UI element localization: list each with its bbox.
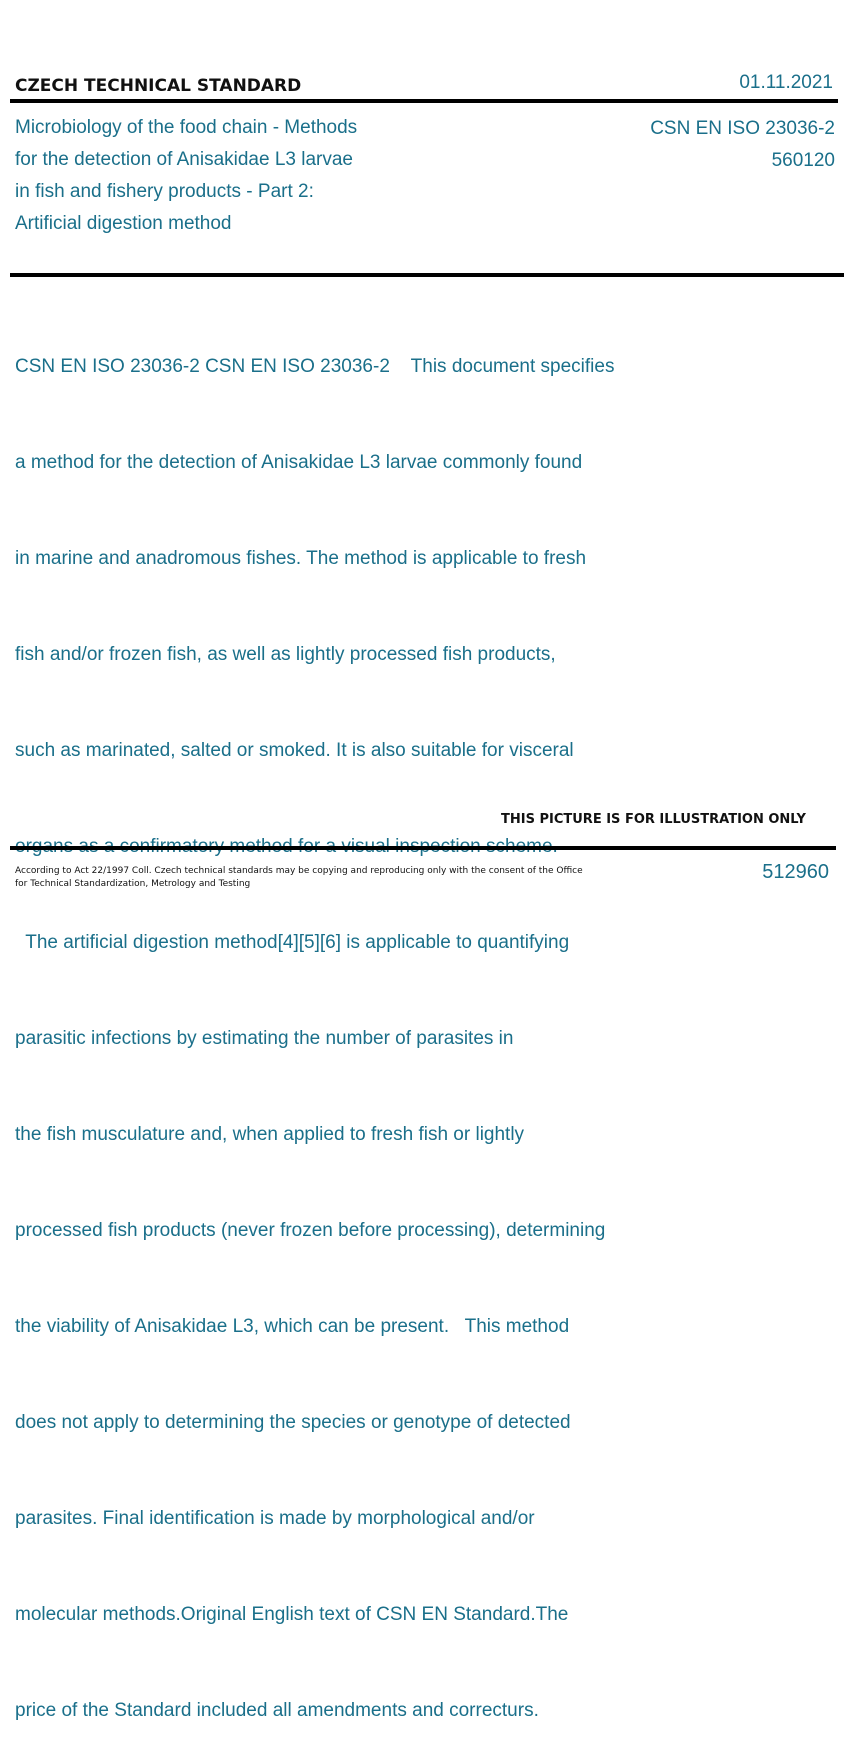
header-divider — [10, 99, 838, 103]
catalog-number: 512960 — [762, 861, 829, 883]
abstract-line: in marine and anadromous fishes. The method is applicable to fresh — [15, 548, 587, 569]
publication-date: 01.11.2021 — [739, 72, 833, 93]
abstract-line: price of the Standard included all amendments and correcturs. — [15, 1700, 539, 1721]
title-line-1: Microbiology of the food chain - Methods — [15, 117, 358, 138]
abstract-line: molecular methods.Original English text of CSN EN Standard.The — [15, 1604, 569, 1625]
title-line-4: Artificial digestion method — [15, 213, 232, 234]
copyright-note — [15, 865, 595, 891]
document-type-label: CZECH TECHNICAL STANDARD — [15, 76, 302, 96]
title-line-2: for the detection of Anisakidae L3 larvae — [15, 149, 354, 170]
abstract-line: The artificial digestion method[4][5][6] is applicable to quantifying — [15, 932, 570, 953]
abstract-line: does not apply to determining the species or genotype of detected — [15, 1412, 571, 1433]
abstract-line: fish and/or frozen fish, as well as lightly processed fish products, — [15, 644, 556, 665]
abstract-line: the viability of Anisakidae L3, which can be present. This method — [15, 1316, 570, 1337]
abstract-line: processed fish products (never frozen before processing), determining — [15, 1220, 606, 1241]
abstract-line: parasites. Final identification is made by morphological and/or — [15, 1508, 535, 1529]
footer-divider — [10, 846, 836, 850]
illustration-note: THIS PICTURE IS FOR ILLUSTRATION ONLY — [501, 812, 806, 827]
abstract-line: parasitic infections by estimating the number of parasites in — [15, 1028, 514, 1049]
abstract-text — [15, 287, 715, 1759]
abstract-line: such as marinated, salted or smoked. It is also suitable for visceral — [15, 740, 574, 761]
title-divider — [10, 273, 844, 277]
abstract-line: CSN EN ISO 23036-2 CSN EN ISO 23036-2 This document specifies — [15, 356, 615, 377]
class-code: 560120 — [771, 150, 835, 171]
title-line-3: in fish and fishery products - Part 2: — [15, 181, 314, 202]
abstract-line: the fish musculature and, when applied to fresh fish or lightly — [15, 1124, 525, 1145]
copyright-note-line-1: According to Act 22/1997 Coll. Czech technical standards may be copying and reproducing only with the consent of the Office — [15, 866, 583, 876]
copyright-note-line-2: for Technical Standardization, Metrology and Testing — [15, 879, 251, 889]
abstract-line: a method for the detection of Anisakidae L3 larvae commonly found — [15, 452, 583, 473]
standard-number: CSN EN ISO 23036-2 — [650, 118, 835, 139]
